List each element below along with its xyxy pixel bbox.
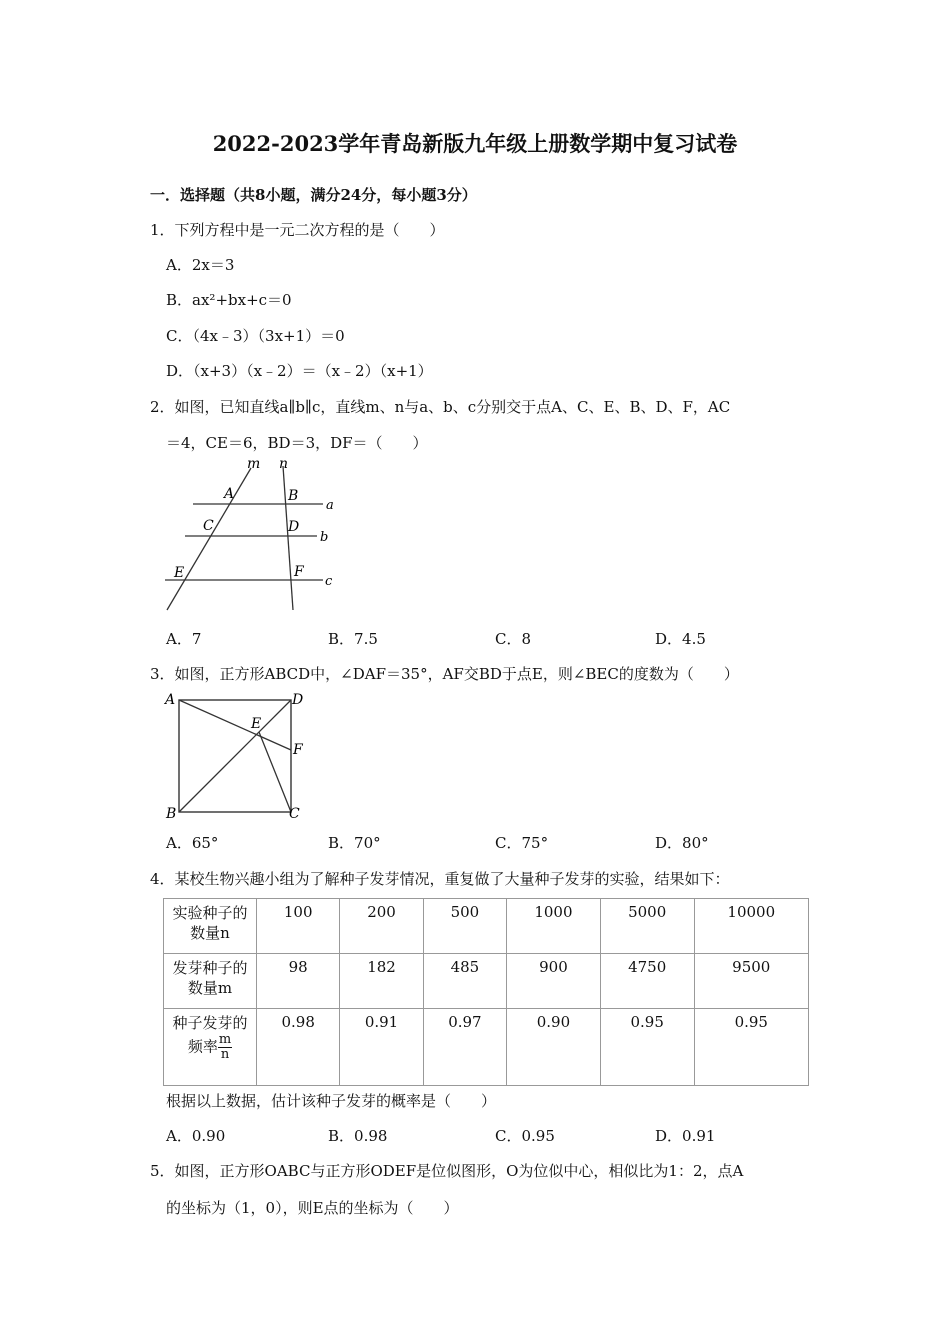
table-cell: 10000: [694, 899, 808, 954]
table-cell: 0.97: [423, 1009, 506, 1086]
q3-square-figure: [163, 690, 309, 822]
q2-label-A: A: [224, 486, 235, 502]
q4-option-b[interactable]: B．0.98: [328, 1127, 388, 1145]
row-header-line: 种子发芽的: [172, 1014, 248, 1032]
q4-followup: 根据以上数据，估计该种子发芽的概率是（ ）: [166, 1092, 497, 1110]
row-header-frequency: [164, 1009, 257, 1086]
row-header-line: 发芽种子的: [172, 959, 248, 977]
table-cell: 200: [340, 899, 423, 954]
table-cell: 500: [423, 899, 506, 954]
q2-label-n: n: [279, 456, 289, 472]
q2-option-b[interactable]: B．7.5: [328, 630, 378, 648]
q2-label-E: E: [174, 565, 185, 581]
q4-option-d[interactable]: D．0.91: [655, 1127, 716, 1145]
q2-label-D: D: [288, 519, 300, 535]
row-header-line: 数量m: [187, 979, 233, 997]
q3-label-A: A: [165, 692, 176, 708]
row-header-line: 数量n: [190, 924, 230, 942]
q2-label-c: c: [325, 574, 333, 589]
row-header-tested: [164, 899, 257, 954]
row-header-germinated: [164, 954, 257, 1009]
q2-option-d[interactable]: D．4.5: [655, 630, 706, 648]
table-cell: 5000: [600, 899, 694, 954]
table-row: [164, 954, 809, 1009]
table-row: [164, 1009, 809, 1086]
table-cell: 485: [423, 954, 506, 1009]
q3-stem: 3．如图，正方形ABCD中，∠DAF＝35°，AF交BD于点E，则∠BEC的度数为（ ）: [150, 665, 739, 683]
table-cell: 9500: [694, 954, 808, 1009]
q2-option-c[interactable]: C．8: [495, 630, 532, 648]
table-cell: 98: [257, 954, 340, 1009]
table-cell: 0.95: [600, 1009, 694, 1086]
q2-stem-line2: ＝4，CE＝6，BD＝3，DF＝（ ）: [166, 434, 428, 452]
q2-label-b: b: [320, 530, 329, 545]
table-cell: 0.91: [340, 1009, 423, 1086]
q5-stem-line2: 的坐标为（1，0），则E点的坐标为（ ）: [166, 1199, 459, 1217]
q3-option-c[interactable]: C．75°: [495, 834, 549, 852]
q5-stem-line1: 5．如图，正方形OABC与正方形ODEF是位似图形，O为位似中心，相似比为1：2，点A: [150, 1162, 744, 1180]
table-cell: 0.98: [257, 1009, 340, 1086]
table-cell: 900: [507, 954, 601, 1009]
table-cell: 0.95: [694, 1009, 808, 1086]
q3-label-B: B: [166, 806, 177, 822]
q3-option-a[interactable]: A．65°: [166, 834, 219, 852]
q2-label-C: C: [203, 518, 214, 534]
table-cell: 182: [340, 954, 423, 1009]
q3-label-D: D: [292, 692, 304, 708]
table-cell: 100: [257, 899, 340, 954]
q4-option-c[interactable]: C．0.95: [495, 1127, 555, 1145]
q2-label-m: m: [247, 456, 261, 472]
q4-option-a[interactable]: A．0.90: [166, 1127, 226, 1145]
q2-label-F: F: [294, 564, 304, 580]
q2-label-a: a: [326, 498, 334, 513]
q2-stem-line1: 2．如图，已知直线a∥b∥c，直线m、n与a、b、c分别交于点A、C、E、B、D、F，AC: [150, 398, 731, 416]
q3-label-E: E: [251, 716, 262, 732]
q1-option-a[interactable]: A．2x＝3: [166, 256, 235, 274]
row-header-line: 实验种子的: [172, 904, 248, 922]
q4-stem: 4．某校生物兴趣小组为了解种子发芽情况，重复做了大量种子发芽的实验，结果如下：: [150, 870, 730, 888]
fraction-numerator: m: [218, 1032, 232, 1047]
q2-label-B: B: [288, 488, 299, 504]
q2-option-a[interactable]: A．7: [166, 630, 202, 648]
q1-stem: 1．下列方程中是一元二次方程的是（ ）: [150, 221, 445, 239]
fraction-m-over-n: [218, 1033, 232, 1062]
table-cell: 4750: [600, 954, 694, 1009]
seed-germination-table: [163, 898, 809, 1086]
q1-option-c[interactable]: C．（4x﹣3）（3x+1）＝0: [166, 327, 345, 345]
q3-label-C: C: [289, 806, 300, 822]
section-heading: 一．选择题（共8小题，满分24分，每小题3分）: [150, 186, 477, 204]
table-cell: 1000: [507, 899, 601, 954]
q1-option-b[interactable]: B．ax²+bx+c＝0: [166, 291, 292, 309]
q1-option-d[interactable]: D．（x+3）（x﹣2）＝（x﹣2）（x+1）: [166, 362, 433, 380]
q3-label-F: F: [293, 742, 303, 758]
table-row: [164, 899, 809, 954]
q3-option-d[interactable]: D．80°: [655, 834, 709, 852]
fraction-denominator: n: [220, 1047, 230, 1062]
page-title: 2022-2023学年青岛新版九年级上册数学期中复习试卷: [212, 131, 738, 156]
q3-option-b[interactable]: B．70°: [328, 834, 381, 852]
table-cell: 0.90: [507, 1009, 601, 1086]
q2-parallel-lines-figure: [163, 456, 341, 614]
row-header-line: 频率: [187, 1037, 218, 1056]
